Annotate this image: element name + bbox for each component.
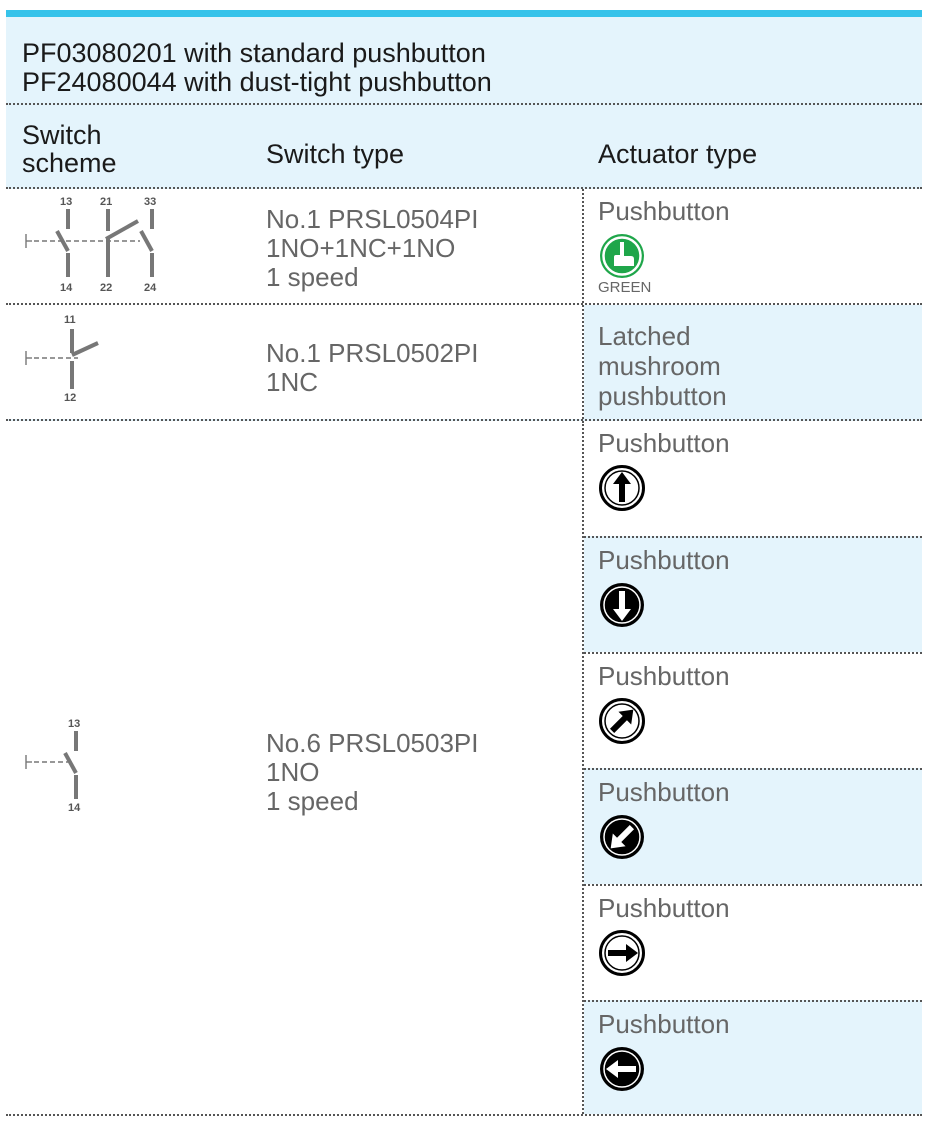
arrow-down-filled-icon xyxy=(598,581,646,629)
terminal-11: 11 xyxy=(64,314,76,326)
row-2-left xyxy=(6,305,584,419)
switch-type-2-model: No.1 PRSL0502PI xyxy=(266,338,479,368)
product-table xyxy=(6,10,922,1116)
actuator-cell-8 xyxy=(584,1000,922,1114)
table-row-3 xyxy=(6,421,922,1114)
switch-type-1-contacts: 1NO+1NC+1NO xyxy=(266,233,456,263)
table-row-1 xyxy=(6,189,922,305)
terminal-13: 13 xyxy=(60,196,73,208)
actuator-cell-6 xyxy=(584,768,922,884)
actuator-label: Pushbutton xyxy=(598,1009,730,1039)
actuator-cell-2 xyxy=(584,305,922,419)
terminal-14: 14 xyxy=(60,282,73,294)
switch-type-3-model: No.6 PRSL0503PI xyxy=(266,728,479,758)
terminal-22: 22 xyxy=(100,282,113,294)
actuator-cell-5 xyxy=(584,652,922,768)
header-switch-scheme-line2: scheme xyxy=(22,148,117,178)
switch-scheme-diagram-3 xyxy=(20,717,120,817)
color-caption: GREEN xyxy=(598,279,652,296)
actuator-label-line1: Latched xyxy=(598,321,691,351)
switch-type-2-contacts: 1NC xyxy=(266,367,319,397)
terminal-24: 24 xyxy=(144,282,157,294)
switch-type-1 xyxy=(266,205,478,292)
arrow-right-icon xyxy=(598,929,646,977)
actuator-label: Pushbutton xyxy=(598,893,730,923)
table-title xyxy=(6,17,922,105)
table-row-2 xyxy=(6,305,922,421)
arrow-up-icon xyxy=(598,464,646,512)
actuator-cell-7 xyxy=(584,884,922,1000)
terminal-13: 13 xyxy=(68,718,81,730)
terminal-33: 33 xyxy=(144,196,157,208)
actuator-label-line2: mushroom xyxy=(598,351,721,381)
switch-type-3 xyxy=(266,729,478,816)
row-1-left xyxy=(6,189,584,303)
actuator-cell-3 xyxy=(584,421,922,536)
table-bottom-rule xyxy=(6,1114,922,1116)
switch-type-2 xyxy=(266,339,478,397)
actuator-label: Pushbutton xyxy=(598,428,730,458)
switch-type-3-contacts: 1NO xyxy=(266,757,320,787)
header-switch-scheme-line1: Switch xyxy=(22,120,102,150)
actuator-label-line3: pushbutton xyxy=(598,381,727,411)
switch-type-3-speed: 1 speed xyxy=(266,786,359,816)
title-line-1: PF03080201 with standard pushbutton xyxy=(22,38,486,68)
switch-type-1-model: No.1 PRSL0504PI xyxy=(266,204,479,234)
header-switch-scheme xyxy=(22,121,182,177)
actuator-label: Pushbutton xyxy=(598,545,730,575)
switch-scheme-diagram-1 xyxy=(20,195,170,295)
column-headers xyxy=(6,105,922,189)
green-hand-icon xyxy=(598,232,646,280)
actuator-label: Pushbutton xyxy=(598,661,730,691)
header-actuator-type: Actuator type xyxy=(598,139,758,169)
switch-type-1-speed: 1 speed xyxy=(266,262,359,292)
terminal-21: 21 xyxy=(100,196,113,208)
terminal-14: 14 xyxy=(68,802,81,814)
header-switch-type: Switch type xyxy=(266,139,405,169)
actuator-cell-4 xyxy=(584,536,922,652)
title-line-2: PF24080044 with dust-tight pushbutton xyxy=(22,67,492,97)
arrow-left-filled-icon xyxy=(598,1045,646,1093)
top-accent-bar xyxy=(6,10,922,17)
actuator-label: Pushbutton xyxy=(598,777,730,807)
terminal-12: 12 xyxy=(64,392,77,404)
arrow-down-left-filled-icon xyxy=(598,813,646,861)
actuator-cell-1 xyxy=(584,189,922,303)
arrow-up-right-icon xyxy=(598,697,646,745)
row-3-left xyxy=(6,421,584,1114)
actuator-label: Pushbutton xyxy=(598,196,730,226)
switch-scheme-diagram-2 xyxy=(20,313,120,413)
